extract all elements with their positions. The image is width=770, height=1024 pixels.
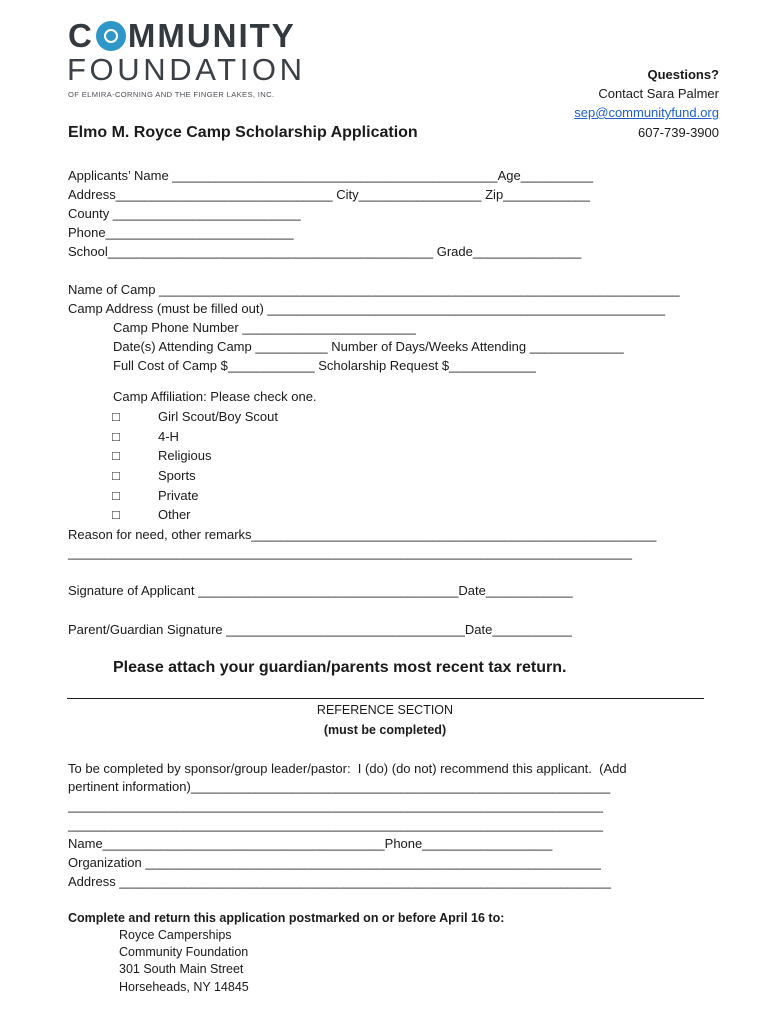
logo-letters-mmunity: MMUNITY — [127, 17, 296, 54]
dates-attending-field[interactable]: Date(s) Attending Camp __________ Number of Days/Weeks Attending _____________ — [113, 339, 624, 354]
mailing-address-line: 301 South Main Street — [119, 962, 244, 976]
pertinent-info-field[interactable]: pertinent information)__________________________________________________________ — [68, 779, 611, 794]
logo-wordmark-line1 — [68, 16, 296, 56]
reference-subheading: (must be completed) — [323, 723, 447, 737]
applicant-name-age-field[interactable]: Applicants’ Name _____________________________________________Age__________ — [68, 168, 594, 183]
reason-field[interactable]: Reason for need, other remarks________________________________________________________ — [68, 527, 657, 542]
logo-letter-c: C — [68, 17, 94, 54]
mailing-address-line: Community Foundation — [119, 945, 249, 959]
mailing-address-line: Horseheads, NY 14845 — [119, 980, 249, 994]
camp-name-field[interactable]: Name of Camp ________________________________________________________________________ — [68, 282, 680, 297]
option-label-private: Private — [158, 488, 199, 503]
address-city-zip-field[interactable]: Address______________________________ City_________________ Zip____________ — [68, 187, 590, 202]
checkbox-private[interactable]: □ — [112, 488, 120, 503]
checkbox-other[interactable]: □ — [112, 507, 120, 522]
contact-email-link[interactable]: sep@communityfund.org — [574, 105, 719, 120]
county-field[interactable]: County __________________________ — [68, 206, 301, 221]
contact-heading: Questions? — [647, 67, 719, 82]
section-divider — [67, 698, 704, 699]
cost-scholarship-field[interactable]: Full Cost of Camp $____________ Scholarship Request $____________ — [113, 358, 536, 373]
phone-field[interactable]: Phone__________________________ — [68, 225, 294, 240]
contact-email[interactable] — [574, 103, 719, 122]
option-label-4h: 4-H — [158, 429, 179, 444]
logo-tagline: OF ELMIRA-CORNING AND THE FINGER LAKES, INC. — [68, 90, 275, 99]
option-label-other: Other — [158, 507, 191, 522]
mailing-address-line: Royce Camperships — [119, 928, 232, 942]
option-label-religious: Religious — [158, 448, 212, 463]
logo-wordmark-line2: FOUNDATION — [67, 52, 306, 87]
camp-address-field[interactable]: Camp Address (must be filled out) _______________________________________________________ — [68, 301, 666, 316]
checkbox-sports[interactable]: □ — [112, 468, 120, 483]
contact-name: Contact Sara Palmer — [598, 86, 719, 101]
pertinent-info-line-2[interactable]: __________________________________________________________________________ — [68, 798, 604, 813]
option-label-scout: Girl Scout/Boy Scout — [158, 409, 278, 424]
tax-return-notice: Please attach your guardian/parents most recent tax return. — [113, 659, 567, 676]
guardian-signature-field[interactable]: Parent/Guardian Signature _________________________________Date___________ — [68, 622, 572, 637]
reference-address-field[interactable]: Address ____________________________________________________________________ — [68, 874, 611, 889]
checkbox-religious[interactable]: □ — [112, 448, 120, 463]
organization-field[interactable]: Organization _______________________________________________________________ — [68, 855, 601, 870]
school-grade-field[interactable]: School_____________________________________________ Grade_______________ — [68, 244, 582, 259]
option-label-sports: Sports — [158, 468, 196, 483]
reference-name-phone-field[interactable]: Name_______________________________________Phone__________________ — [68, 836, 553, 851]
recommendation-text: To be completed by sponsor/group leader/pastor: I (do) (do not) recommend this applicant. (Add — [68, 761, 627, 776]
foundation-emblem-icon — [96, 21, 126, 51]
page-title: Elmo M. Royce Camp Scholarship Application — [68, 124, 418, 141]
contact-phone: 607-739-3900 — [638, 125, 719, 140]
return-instructions: Complete and return this application postmarked on or before April 16 to: — [68, 911, 505, 925]
reference-heading: REFERENCE SECTION — [316, 703, 454, 717]
affiliation-prompt: Camp Affiliation: Please check one. — [113, 389, 317, 404]
checkbox-girl-boy-scout[interactable]: □ — [112, 409, 120, 424]
checkbox-4h[interactable]: □ — [112, 429, 120, 444]
pertinent-info-line-3[interactable]: __________________________________________________________________________ — [68, 817, 604, 832]
applicant-signature-field[interactable]: Signature of Applicant ____________________________________Date____________ — [68, 583, 573, 598]
reason-field-continued[interactable]: ______________________________________________________________________________ — [68, 545, 632, 560]
camp-phone-field[interactable]: Camp Phone Number ________________________ — [113, 320, 416, 335]
